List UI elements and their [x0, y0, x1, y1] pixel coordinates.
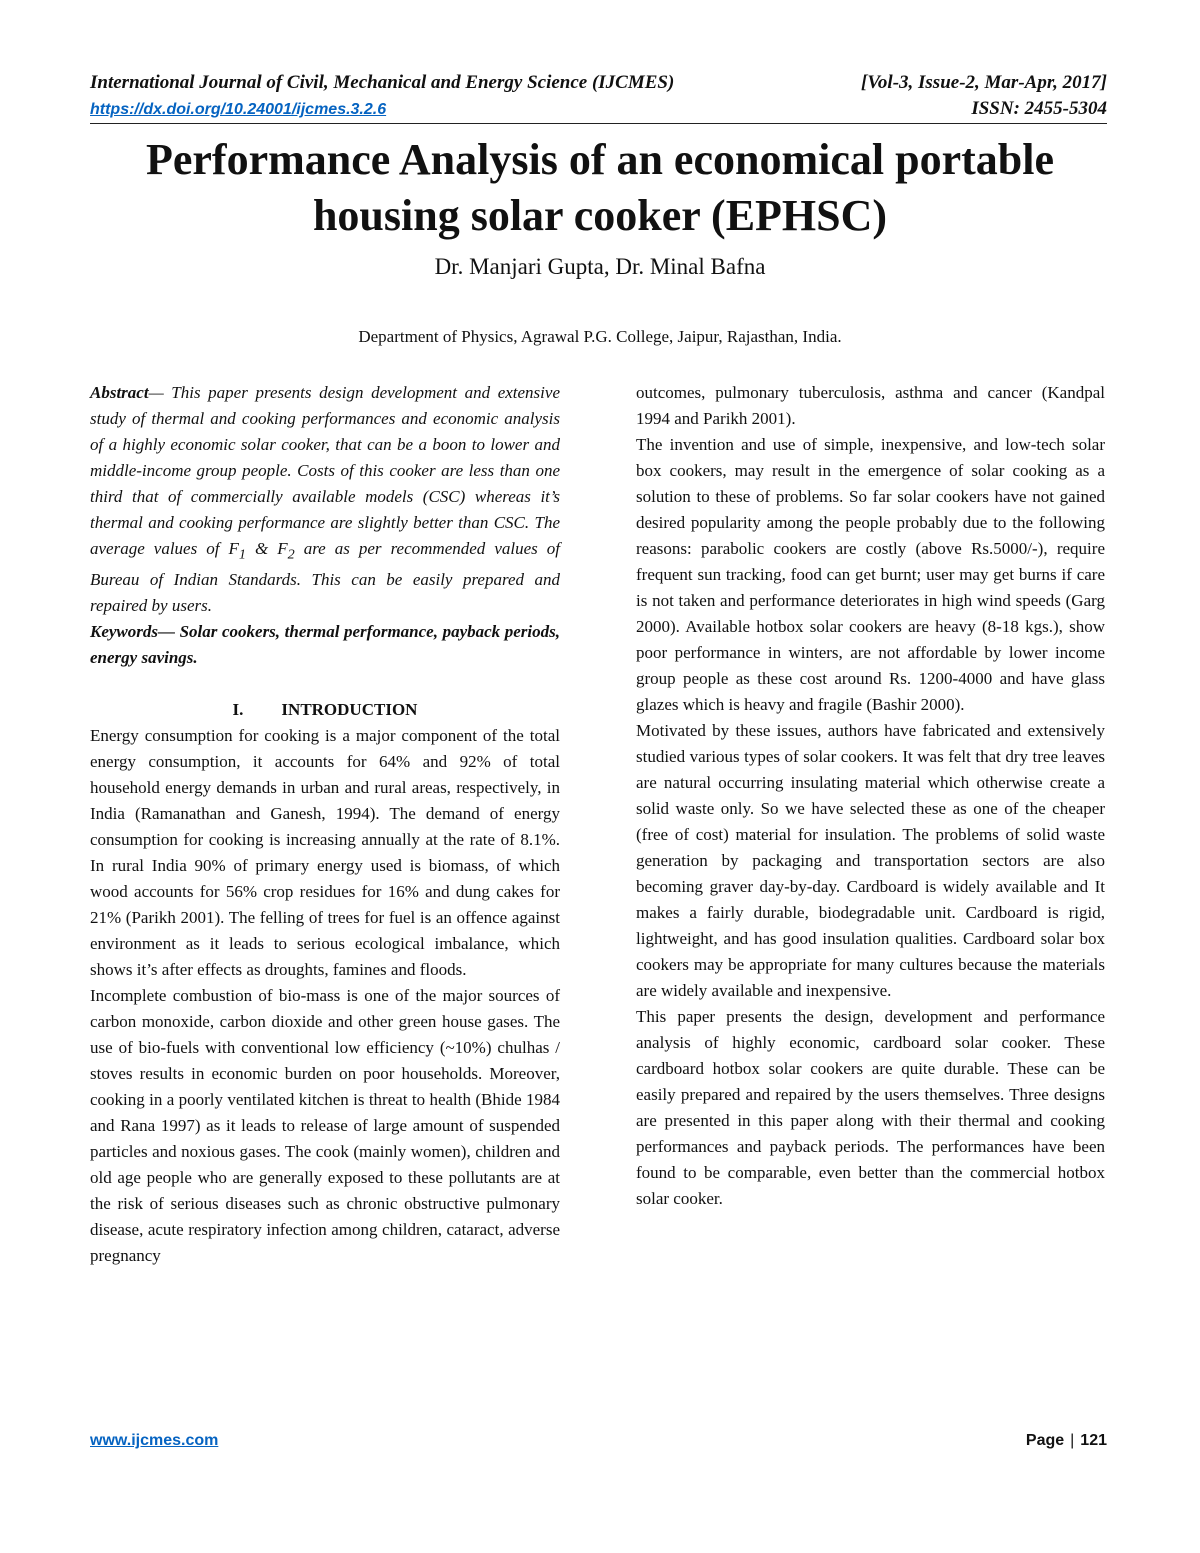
title-line-2: housing solar cooker (EPHSC)	[312, 191, 888, 240]
website-link[interactable]: www.ijcmes.com	[90, 1432, 219, 1449]
page-separator: |	[1070, 1432, 1075, 1449]
abstract-amp: & F	[245, 539, 288, 558]
page-footer	[90, 1432, 1107, 1450]
keywords: Keywords— Solar cookers, thermal performance, payback periods, energy savings.	[90, 622, 560, 668]
authors: Dr. Manjari Gupta, Dr. Minal Bafna	[434, 254, 766, 279]
volume-issue: [Vol-3, Issue-2, Mar-Apr, 2017]	[861, 72, 1107, 93]
paragraph-right-3: Motivated by these issues, authors have fabricated and extensively studied various types of solar cookers. It was felt that dry tree leaves are natural occurring insulating material which otherwise create a solid waste only. So we have selected these as one of the cheaper (free of cost) material for insulation. The problems of solid waste generation by packaging and transportation sectors are also becoming graver day-by-day. Cardboard is widely available and It makes a fairly durable, biodegradable unit. Cardboard is rigid, lightweight, and has good insulation qualities. Cardboard solar box cookers may be appropriate for many cultures because the materials are widely available and inexpensive.	[636, 721, 1105, 1000]
right-column	[636, 380, 1105, 1212]
section-number: I.	[232, 700, 244, 720]
abstract-sub-1: 1	[238, 546, 246, 563]
section-title: INTRODUCTION	[281, 700, 418, 720]
abstract-text-2: are as per recommended values of Bureau of Indian Standards. This can be easily prepared and repaired by users.	[90, 539, 560, 616]
issn: ISSN: 2455-5304	[971, 98, 1107, 119]
page-number: 121	[1080, 1432, 1107, 1449]
paragraph-right-4: This paper presents the design, development and performance analysis of highly economic, cardboard solar cooker. These cardboard hotbox solar cookers are quite durable. These can be easily prepared and repaired by the users themselves. Three designs are presented in this paper along with their thermal and cooking performances and payback periods. The performances have been found to be comparable, even better than the commercial hotbox solar cooker.	[636, 1007, 1105, 1208]
doi-link[interactable]: https://dx.doi.org/10.24001/ijcmes.3.2.6	[90, 101, 387, 118]
paragraph-right-1: outcomes, pulmonary tuberculosis, asthma and cancer (Kandpal 1994 and Parikh 2001).	[636, 383, 1105, 428]
journal-name: International Journal of Civil, Mechanical and Energy Science (IJCMES)	[90, 72, 675, 93]
abstract	[90, 380, 560, 619]
page-label: Page	[1025, 1432, 1065, 1449]
paragraph-left-2: Incomplete combustion of bio-mass is one of the major sources of carbon monoxide, carbon dioxide and other green house gases. The use of bio-fuels with conventional low efficiency (~10%) chulhas / stoves results in economic burden on poor households. Moreover, cooking in a poorly ventilated kitchen is threat to health (Bhide 1984 and Rana 1997) as it leads to release of large amount of suspended particles and noxious gases. The cook (mainly women), children and old age people who are generally exposed to these pollutants are at the risk of serious diseases such as chronic obstructive pulmonary disease, acute respiratory infection among children, cataract, adverse pregnancy	[90, 986, 560, 1266]
affiliation: Department of Physics, Agrawal P.G. College, Jaipur, Rajasthan, India.	[358, 327, 842, 346]
page-number-block	[1026, 1432, 1107, 1450]
header-rule	[90, 123, 1107, 124]
title-line-1: Performance Analysis of an economical portable	[146, 135, 1054, 184]
paper-title	[40, 132, 1160, 244]
running-header	[90, 70, 1107, 123]
section-heading-introduction	[90, 697, 560, 723]
abstract-text-1: — This paper presents design development and extensive study of thermal and cooking performances and economic analysis of a highly economic solar cooker, that can be a boon to lower and middle-income group people. Costs of this cooker are less than one third that of commercially available models (CSC) whereas it’s thermal and cooking performance are slightly better than CSC. The average values of F	[90, 383, 560, 558]
abstract-label: Abstract	[90, 383, 149, 402]
abstract-sub-2: 2	[287, 546, 295, 563]
paragraph-right-2: The invention and use of simple, inexpensive, and low-tech solar box cookers, may result in the emergence of solar cooking as a solution to these of problems. So far solar cookers have not gained desired popularity among the people probably due to the following reasons: parabolic cookers are costly (above Rs.5000/-), require frequent sun tracking, food can get burnt; user may get burns if care is not taken and performance deteriorates in high wind speeds (Garg 2000). Available hotbox solar cookers are heavy (8-18 kgs.), show poor performance in winters, are not affordable by lower income group people as these cost around Rs. 1200-4000 and have glass glazes which is heavy and fragile (Bashir 2000).	[636, 435, 1105, 714]
paragraph-left-1: Energy consumption for cooking is a major component of the total energy consumption, it accounts for 64% and 92% of total household energy demands in urban and rural areas, respectively, in India (Ramanathan and Ganesh, 1994). The demand of energy consumption for cooking is increasing annually at the rate of 8.1%. In rural India 90% of primary energy used is biomass, of which wood accounts for 56% crop residues for 16% and dung cakes for 21% (Parikh 2001). The felling of trees for fuel is an offence against environment as it leads to serious ecological imbalance, which shows it’s after effects as droughts, famines and floods.	[90, 726, 560, 980]
left-column	[90, 380, 560, 1269]
